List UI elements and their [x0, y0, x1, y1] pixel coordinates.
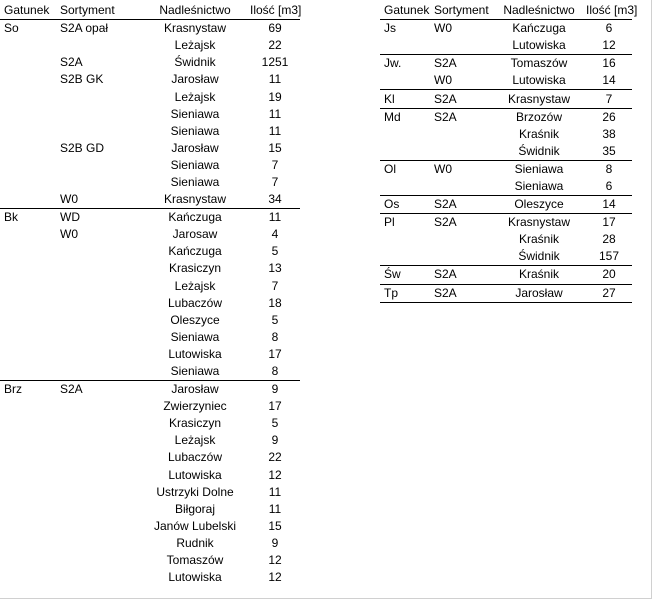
sortyment-cell: W0: [434, 161, 452, 176]
nadlesnictwo-cell: Krasnystaw: [507, 215, 571, 230]
nadlesnictwo-cell: Krasnystaw: [492, 90, 586, 108]
nadlesnictwo-cell: Sieniawa: [492, 178, 586, 196]
nadlesnictwo-cell: Lubaczów: [167, 450, 223, 465]
nadlesnictwo-cell: Leżajsk: [174, 89, 216, 104]
ilosc-cell: 34: [250, 191, 300, 209]
ilosc-cell: 11: [268, 484, 282, 499]
ilosc-cell: 5: [271, 416, 279, 431]
gatunek-cell: Ol: [384, 161, 396, 176]
ilosc-cell: 9: [271, 433, 279, 448]
sortyment-cell: S2A: [434, 215, 457, 230]
ilosc-cell: 14: [586, 196, 632, 214]
nadlesnictwo-cell: Kańczuga: [512, 21, 566, 36]
ilosc-cell: 8: [605, 161, 613, 176]
nadlesnictwo-cell: Lutowiska: [168, 346, 222, 361]
ilosc-cell: 27: [586, 284, 632, 302]
ilosc-cell: 4: [271, 227, 279, 242]
ilosc-cell: 5: [271, 312, 279, 327]
ilosc-cell: 13: [268, 261, 282, 276]
nadlesnictwo-cell: Leżajsk: [174, 433, 216, 448]
nadlesnictwo-cell: Kraśnik: [518, 126, 559, 141]
ilosc-cell: 7: [271, 278, 279, 293]
ilosc-cell: 7: [586, 90, 632, 108]
sortyment-cell: S2A: [434, 56, 457, 71]
ilosc-cell: 7: [271, 157, 279, 172]
nadlesnictwo-cell: Świdnik: [174, 55, 216, 70]
nadlesnictwo-cell: Kańczuga: [168, 210, 222, 225]
nadlesnictwo-cell: Sieniawa: [170, 329, 220, 344]
ilosc-cell: 11: [268, 501, 282, 516]
nadlesnictwo-cell: Zwierzyniec: [163, 399, 227, 414]
sortyment-cell: W0: [60, 227, 78, 242]
sortyment-cell: S2B GD: [60, 140, 105, 155]
ilosc-cell: 8: [250, 363, 300, 381]
sortyment-cell: W0: [434, 21, 452, 36]
ilosc-cell: 8: [271, 329, 279, 344]
ilosc-cell: 17: [602, 215, 616, 230]
nadlesnictwo-cell: Rudnik: [176, 535, 214, 550]
ilosc-cell: 15: [268, 140, 282, 155]
header-ilosc: Ilość [m3]: [250, 2, 300, 20]
nadlesnictwo-cell: Sieniawa: [514, 161, 564, 176]
nadlesnictwo-cell: Sieniawa: [170, 123, 220, 138]
sortyment-cell: S2A opał: [60, 21, 109, 36]
nadlesnictwo-cell: Leżajsk: [174, 278, 216, 293]
ilosc-cell: 22: [268, 38, 282, 53]
gatunek-cell: Js: [384, 21, 396, 36]
nadlesnictwo-cell: Janów Lubelski: [153, 518, 237, 533]
nadlesnictwo-cell: Biłgoraj: [174, 501, 216, 516]
header-nadlesnictwo: Nadleśnictwo: [492, 2, 586, 20]
gatunek-cell: So: [4, 21, 19, 36]
nadlesnictwo-cell: Lutowiska: [168, 467, 222, 482]
ilosc-cell: 157: [586, 248, 632, 266]
sortyment-cell: WD: [60, 210, 80, 225]
ilosc-cell: 14: [586, 72, 632, 90]
nadlesnictwo-cell: Oleszyce: [492, 196, 586, 214]
ilosc-cell: 38: [602, 126, 616, 141]
ilosc-cell: 12: [268, 467, 282, 482]
nadlesnictwo-cell: Jarosław: [171, 140, 219, 155]
nadlesnictwo-cell: Sieniawa: [170, 174, 220, 189]
nadlesnictwo-cell: Kańczuga: [168, 244, 222, 259]
nadlesnictwo-cell: Lubaczów: [167, 295, 223, 310]
nadlesnictwo-cell: Oleszyce: [170, 312, 220, 327]
nadlesnictwo-cell: Jarosław: [492, 284, 586, 302]
sortyment-cell: W0: [432, 72, 492, 90]
ilosc-cell: 20: [586, 266, 632, 284]
header-nadlesnictwo: Nadleśnictwo: [140, 2, 250, 20]
nadlesnictwo-cell: Brzozów: [515, 109, 562, 124]
nadlesnictwo-cell: Tomaszów: [166, 553, 224, 568]
nadlesnictwo-cell: Lutowiska: [492, 72, 586, 90]
nadlesnictwo-cell: Świdnik: [492, 248, 586, 266]
ilosc-cell: 22: [268, 450, 282, 465]
gatunek-cell: Os: [380, 196, 432, 214]
nadlesnictwo-cell: Leżajsk: [174, 38, 216, 53]
ilosc-cell: 15: [268, 518, 282, 533]
ilosc-cell: 17: [268, 399, 282, 414]
header-gatunek: Gatunek: [380, 2, 432, 20]
sortyment-cell: S2A: [434, 109, 457, 124]
gatunek-cell: Pl: [384, 215, 395, 230]
ilosc-cell: 7: [271, 174, 279, 189]
ilosc-cell: 9: [271, 382, 279, 397]
sortyment-cell: S2A: [432, 196, 492, 214]
ilosc-cell: 28: [602, 232, 616, 247]
ilosc-cell: 12: [268, 553, 282, 568]
ilosc-cell: 19: [268, 89, 282, 104]
gatunek-cell: Md: [384, 109, 401, 124]
nadlesnictwo-cell: Sieniawa: [140, 363, 250, 381]
ilosc-cell: 11: [268, 72, 282, 87]
sortyment-cell: S2A: [60, 382, 83, 397]
sortyment-cell: S2A: [432, 90, 492, 108]
gatunek-cell: Bk: [4, 210, 19, 225]
nadlesnictwo-cell: Ustrzyki Dolne: [156, 484, 234, 499]
sortyment-cell: S2A: [432, 284, 492, 302]
ilosc-cell: 26: [602, 109, 616, 124]
nadlesnictwo-cell: Świdnik: [492, 143, 586, 161]
sortyment-cell: S2B GK: [60, 72, 104, 87]
nadlesnictwo-cell: Krasnystaw: [140, 191, 250, 209]
ilosc-cell: 69: [268, 21, 282, 36]
nadlesnictwo-cell: Tomaszów: [510, 56, 568, 71]
nadlesnictwo-cell: Krasiczyn: [168, 261, 221, 276]
sortyment-cell: S2A: [432, 266, 492, 284]
nadlesnictwo-cell: Krasnystaw: [163, 21, 227, 36]
nadlesnictwo-cell: Sieniawa: [170, 106, 220, 121]
nadlesnictwo-cell: Kraśnik: [518, 232, 559, 247]
ilosc-cell: 11: [268, 123, 282, 138]
ilosc-cell: 9: [271, 535, 279, 550]
nadlesnictwo-cell: Jarosław: [171, 382, 219, 397]
ilosc-cell: 6: [586, 178, 632, 196]
ilosc-cell: 12: [586, 37, 632, 55]
ilosc-cell: 6: [605, 21, 613, 36]
header-sortyment: Sortyment: [432, 2, 492, 20]
ilosc-cell: 11: [268, 210, 282, 225]
ilosc-cell: 5: [271, 244, 279, 259]
nadlesnictwo-cell: Jarosław: [171, 72, 219, 87]
nadlesnictwo-cell: Lutowiska: [168, 570, 222, 585]
nadlesnictwo-cell: Jarosaw: [172, 227, 218, 242]
ilosc-cell: 11: [268, 106, 282, 121]
sortyment-cell: S2A: [60, 55, 83, 70]
nadlesnictwo-cell: Lutowiska: [492, 37, 586, 55]
ilosc-cell: 1251: [261, 55, 289, 70]
sortyment-cell: W0: [58, 191, 140, 209]
gatunek-cell: Jw.: [384, 56, 402, 71]
ilosc-cell: 16: [602, 56, 616, 71]
ilosc-cell: 17: [268, 346, 282, 361]
header-gatunek: Gatunek: [0, 2, 58, 20]
nadlesnictwo-cell: Sieniawa: [170, 157, 220, 172]
gatunek-cell: Brz: [4, 382, 22, 397]
ilosc-cell: 35: [586, 143, 632, 161]
header-ilosc: Ilość [m3]: [586, 2, 632, 20]
gatunek-cell: Tp: [380, 284, 432, 302]
ilosc-cell: 12: [268, 570, 282, 585]
ilosc-cell: 18: [268, 295, 282, 310]
gatunek-cell: Kl: [380, 90, 432, 108]
nadlesnictwo-cell: Krasiczyn: [168, 416, 221, 431]
nadlesnictwo-cell: Kraśnik: [492, 266, 586, 284]
header-sortyment: Sortyment: [58, 2, 140, 20]
gatunek-cell: Św: [380, 266, 432, 284]
